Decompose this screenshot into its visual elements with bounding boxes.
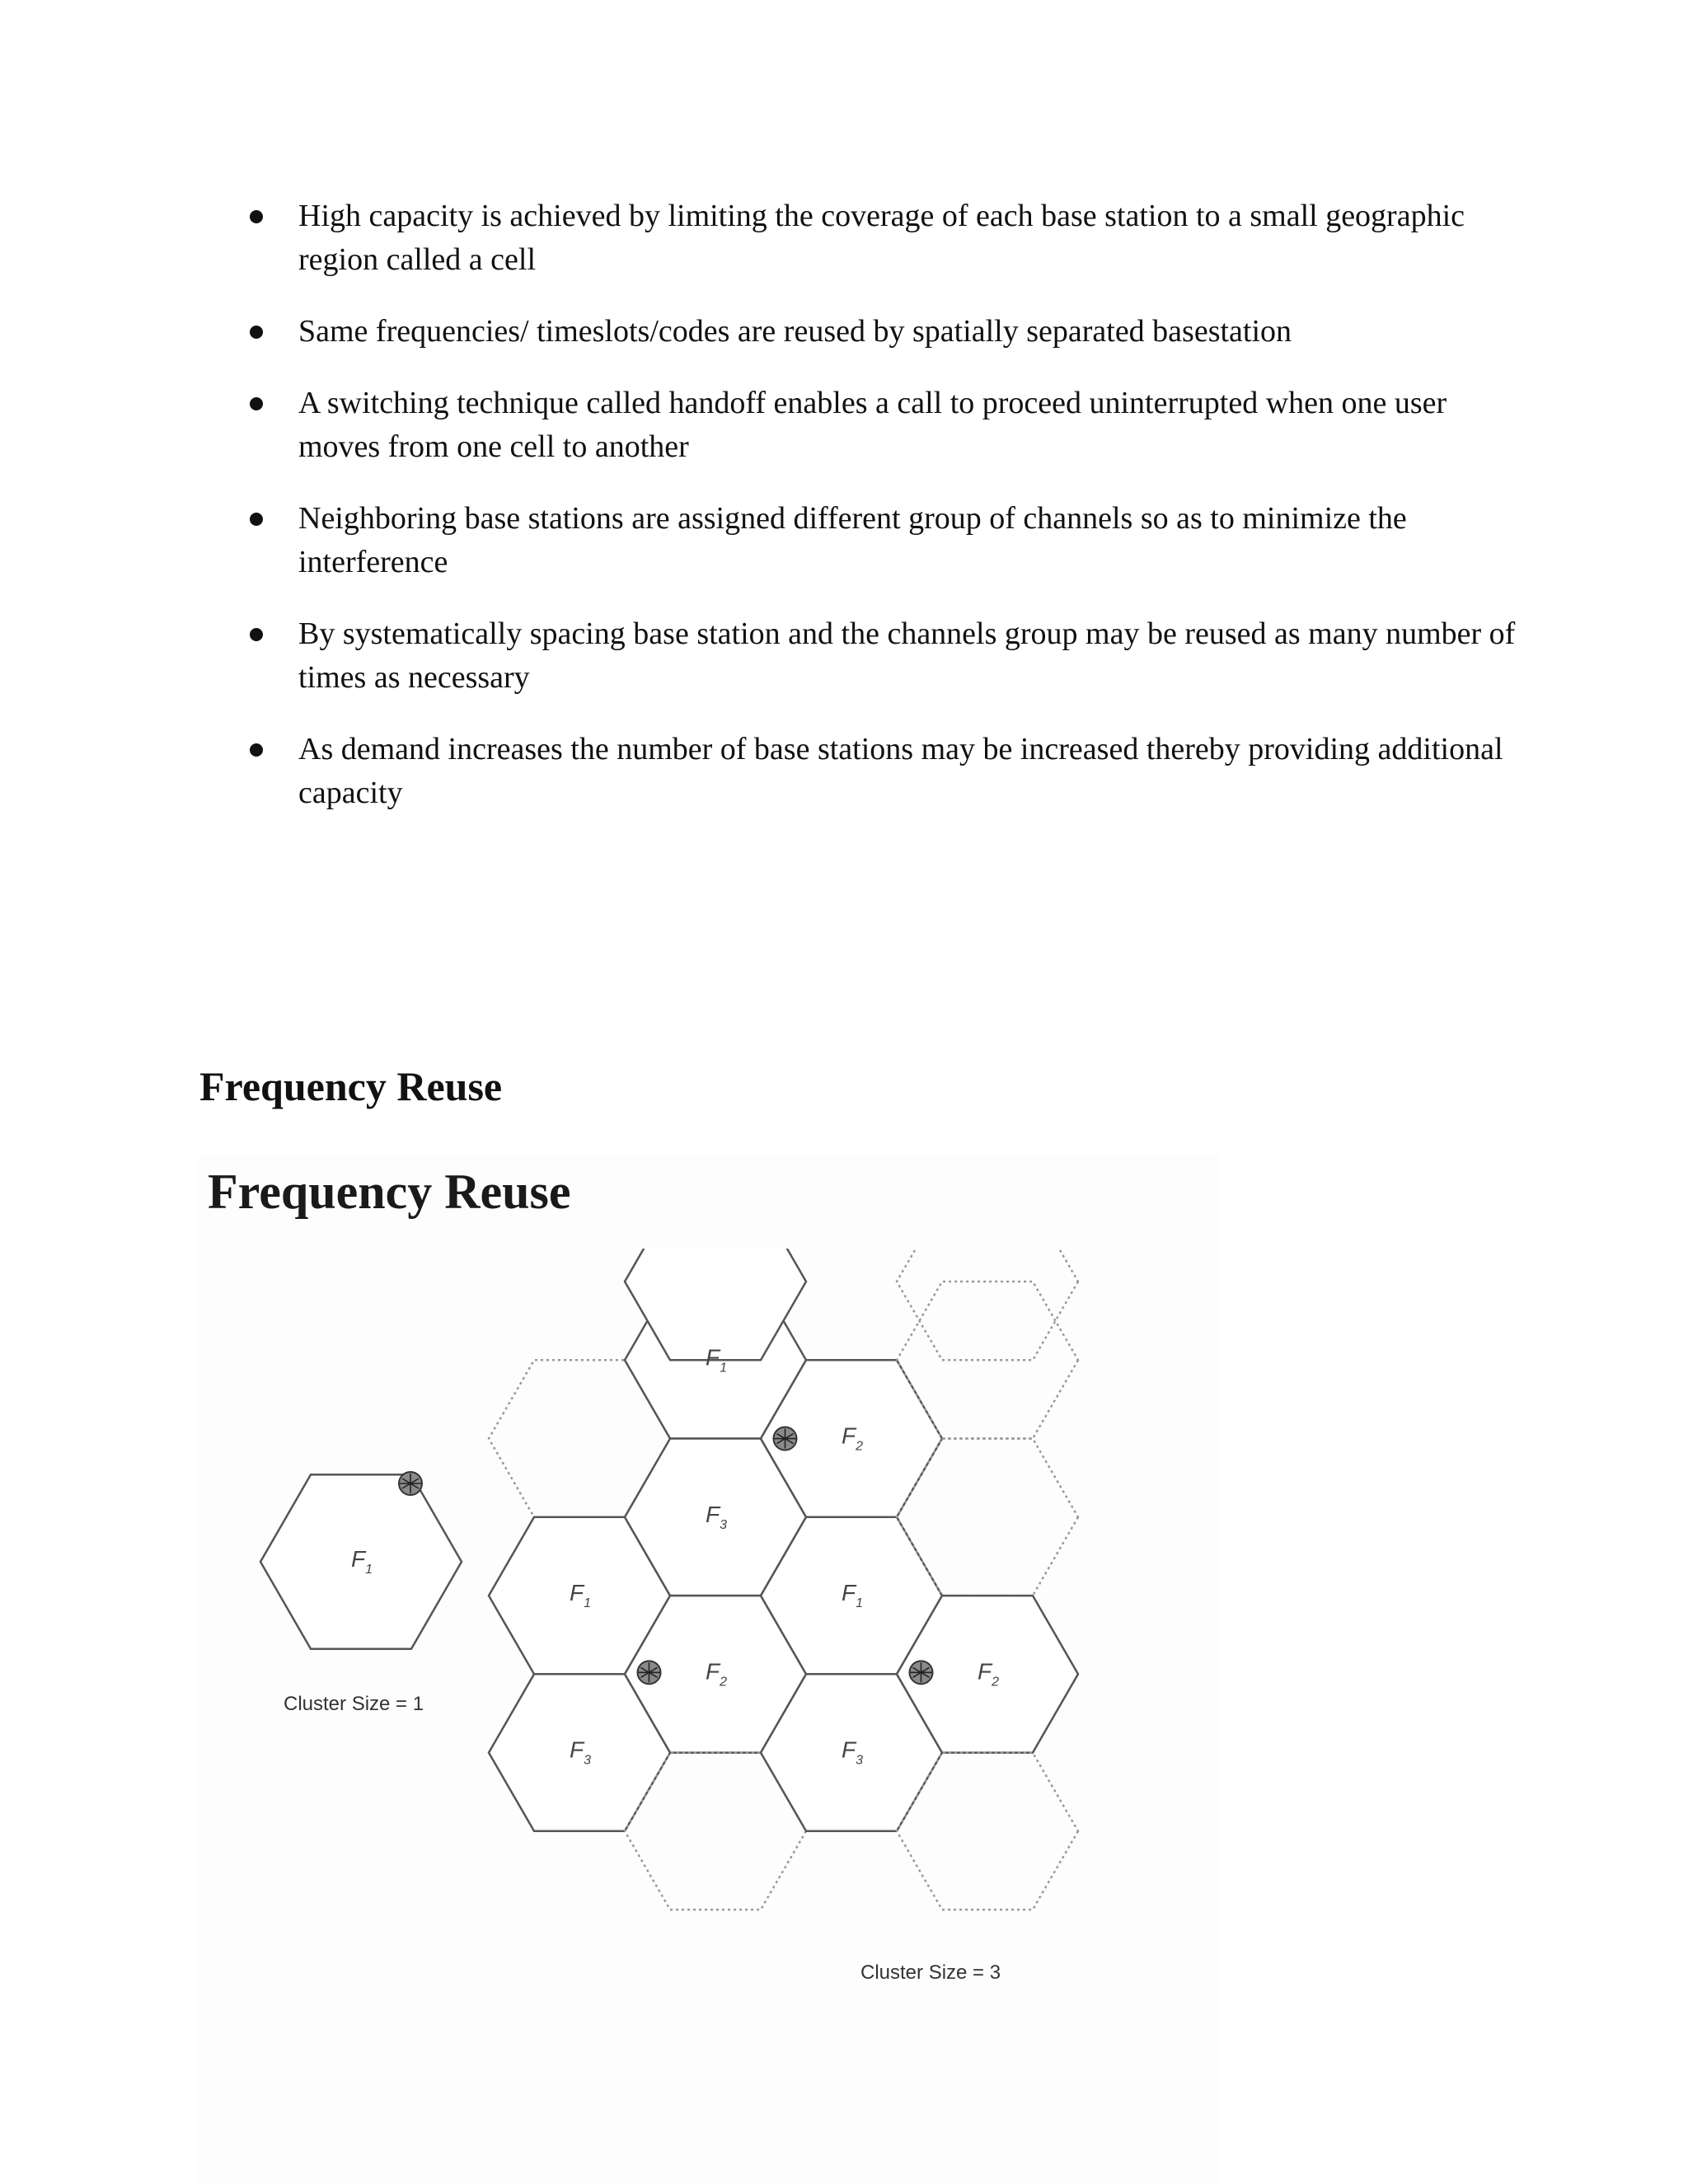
bullet-text: As demand increases the number of base stations may be increased thereby providing additional capacity — [298, 732, 1503, 810]
cell-frequency-label: $F_2$ — [706, 1658, 728, 1690]
bullet-text: A switching technique called handoff enables a call to proceed uninterrupted when one user moves from one cell to another — [298, 386, 1447, 464]
cluster-size-1-label: Cluster Size = 1 — [284, 1693, 424, 1715]
cell-frequency-label: $F_2$ — [842, 1422, 864, 1454]
cell-hexagon — [897, 1249, 1078, 1360]
cell-frequency-label: $F_1$ — [570, 1580, 592, 1611]
bullet-item — [198, 310, 1517, 354]
bullet-text: By systematically spacing base station and the channels group may be reused as many number of times as necessary — [298, 616, 1516, 695]
hex-layer — [260, 1249, 1078, 1910]
bullet-list — [198, 194, 1517, 843]
figure-title: Frequency Reuse — [208, 1165, 571, 1219]
bullet-text: High capacity is achieved by limiting the coverage of each base station to a small geographic region called a cell — [298, 199, 1465, 277]
base-station-icon — [910, 1661, 933, 1684]
section-heading: Frequency Reuse — [199, 1063, 503, 1109]
cell-frequency-label: $F_3$ — [570, 1736, 592, 1768]
cluster-size-3-label: Cluster Size = 3 — [860, 1961, 1001, 1984]
frequency-reuse-figure — [198, 1154, 1220, 2184]
bullet-item — [198, 194, 1517, 282]
bullet-text: Same frequencies/ timeslots/codes are reused by spatially separated basestation — [298, 314, 1292, 349]
bullet-item — [198, 612, 1517, 700]
hexagon-cell-diagram — [198, 1249, 1220, 2172]
cell-frequency-label: $F_2$ — [978, 1658, 1000, 1690]
cell-frequency-label: $F_1$ — [842, 1580, 864, 1611]
bullet-item — [198, 728, 1517, 815]
cell-frequency-label: $F_1$ — [706, 1344, 728, 1376]
base-station-icon — [638, 1661, 661, 1684]
base-station-icon — [774, 1427, 797, 1451]
cell-frequency-label: $F_3$ — [706, 1501, 728, 1532]
base-station-icon — [399, 1472, 422, 1495]
bullet-text: Neighboring base stations are assigned different group of channels so as to minimize the interference — [298, 501, 1407, 579]
bullet-item — [198, 497, 1517, 584]
cell-frequency-label: $F_1$ — [351, 1546, 373, 1577]
bullet-item — [198, 382, 1517, 469]
cell-frequency-label: $F_3$ — [842, 1736, 864, 1768]
